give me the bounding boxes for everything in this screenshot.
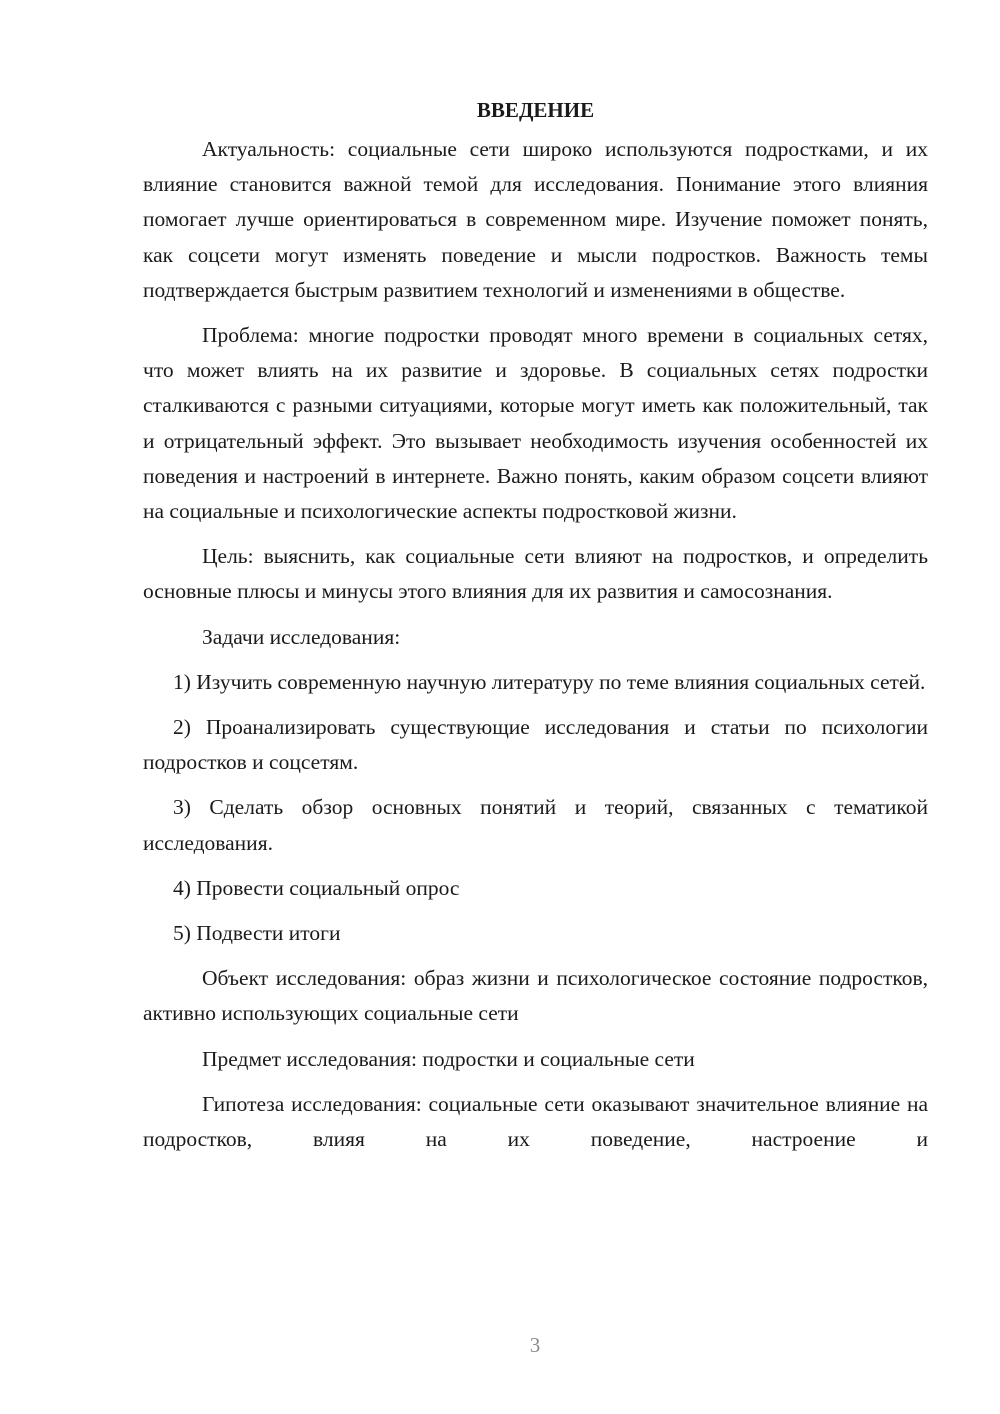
task-item-2: 2) Проанализировать существующие исследования и статьи по психологии подростков и соцсетям. <box>143 715 928 775</box>
subject-paragraph: Предмет исследования: подростки и социальные сети <box>202 1046 695 1071</box>
problem-paragraph: Проблема: многие подростки проводят много времени в социальных сетях, что может влиять на их развитие и здоровье. В социальных сетях подростки сталкиваются с разными ситуациями, которые могут иметь как положительный, так и отрицательный эффект. Это вызывает необходимость изучения особенностей их поведения и настроений в интернете. Важно понять, каким образом соцсети влияют на социальные и психологические аспекты подростковой жизни. <box>143 323 928 524</box>
task-item-1: 1) Изучить современную научную литературу по теме влияния социальных сетей. <box>173 669 926 694</box>
document-page <box>143 92 928 1167</box>
task-item-5: 5) Подвести итоги <box>173 921 341 946</box>
object-paragraph: Объект исследования: образ жизни и психологическое состояние подростков, активно использующих социальные сети <box>143 966 928 1026</box>
task-item-4: 4) Провести социальный опрос <box>173 875 460 900</box>
section-heading: ВВЕДЕНИЕ <box>476 98 595 122</box>
tasks-heading: Задачи исследования: <box>202 624 401 649</box>
hypothesis-paragraph: Гипотеза исследования: социальные сети оказывают значительное влияние на подростков, влияя на их поведение, настроение и <box>143 1091 928 1152</box>
task-item-3: 3) Сделать обзор основных понятий и теорий, связанных с тематикой исследования. <box>143 795 928 855</box>
relevance-paragraph: Актуальность: социальные сети широко используются подростками, и их влияние становится важной темой для исследования. Понимание этого влияния помогает лучше ориентироваться в современном мире. Изучение поможет понять, как соцсети могут изменять поведение и мысли подростков. Важность темы подтверждается быстрым развитием технологий и изменениями в обществе. <box>143 137 928 302</box>
page-number: 3 <box>529 1333 541 1357</box>
goal-paragraph: Цель: выяснить, как социальные сети влияют на подростков, и определить основные плюсы и минусы этого влияния для их развития и самосознания. <box>143 544 928 604</box>
